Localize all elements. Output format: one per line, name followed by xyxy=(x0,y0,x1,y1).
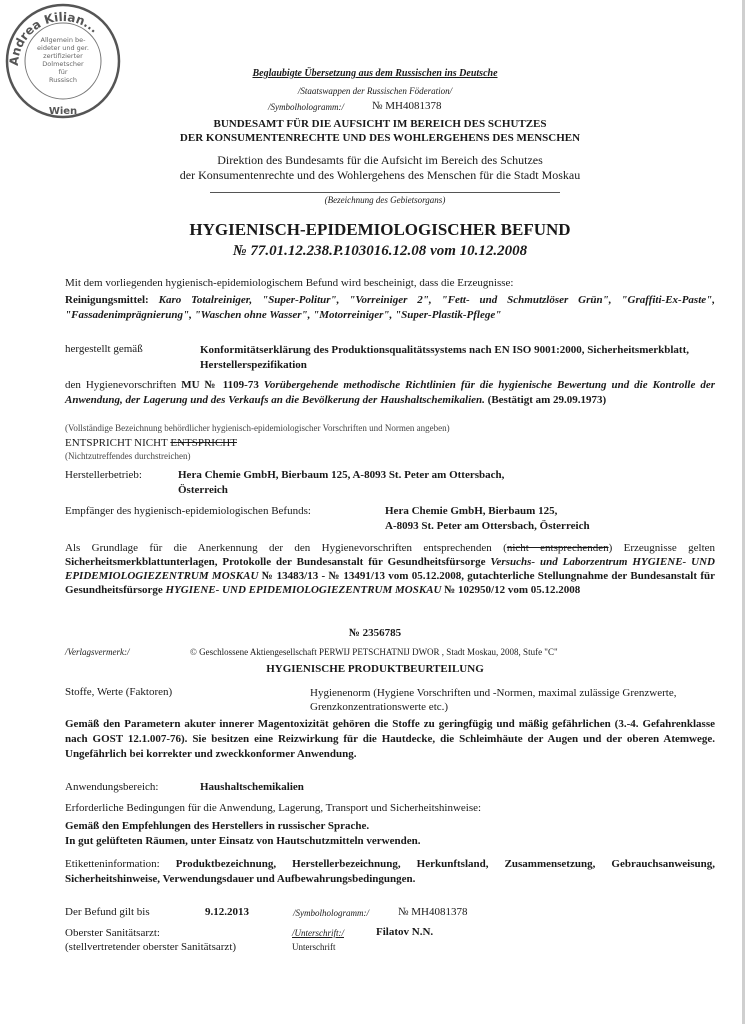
basis-text-c: Erzeugnisse gelten xyxy=(623,542,716,554)
recipient-label: Empfänger des hygienisch-epidemiologischen Befunds: xyxy=(65,505,311,517)
label-info-value: Produktbezeichnung, Herstellerbezeichnung, Herkunftsland, Zusammensetzung, Gebrauchsanweisung, Sicherheitshinweise, Verwendungsdauer und Aufbewahrungsbedingungen. xyxy=(65,858,715,885)
coat-of-arms-note: /Staatswappen der Russischen Föderation/ xyxy=(297,86,453,96)
products-paragraph xyxy=(65,293,715,323)
recipient-line1: Hera Chemie GmbH, Bierbaum 125, xyxy=(385,505,558,517)
section-title: HYGIENISCHE PRODUKTBEURTEILUNG xyxy=(266,663,484,675)
publisher-text: © Geschlossene Aktiengesellschaft PERWIJ PETSCHATNIJ DWOR , Stadt Moskau, 2008, Stufe "C" xyxy=(190,647,558,657)
basis-text-h: № 102950/12 vom 05.12.2008 xyxy=(444,584,581,596)
hygiene-label: den Hygienevorschriften xyxy=(65,379,177,391)
basis-text-f: № 13483/13 - № 13491/13 vom 05.12.2008, gutachterliche Stellungnahme der Bundesanstalt für Gesundheitsfürsorge xyxy=(65,570,715,596)
hygiene-note: (Vollständige Bezeichnung behördlicher hygienisch-epidemiologischer Vorschriften und Normen angeben) xyxy=(65,423,450,433)
toxicity-text: Gemäß den Parametern akuter innerer Magentoxizität gehören die Stoffe zu geringfügig und mäßig gefährlichen (3.-4. Gefahrenklasse nach GOST 12.1.007-76). Sie besitzen eine Reizwirkung für die Hautdecke, die Schleimhäute der Augen und der oberen Atemwege. Ungefährlich bei korrekter und zweckkonformer Anwendung. xyxy=(65,718,715,760)
stamp-ring-bottom: Wien xyxy=(48,106,78,117)
agency-title-line1: BUNDESAMT FÜR DIE AUFSICHT IM BEREICH DES SCHUTZES xyxy=(213,118,547,130)
strike-note: (Nichtzutreffendes durchstreichen) xyxy=(65,451,191,461)
products-label: Reinigungsmittel: xyxy=(65,294,149,306)
produced-text: Konformitätserklärung des Produktionsqualitätssystems nach EN ISO 9001:2000, Sicherheitsmerkblatt, Herstellerspezifikation xyxy=(200,344,690,371)
divider xyxy=(210,192,560,193)
intro-text: Mit dem vorliegenden hygienisch-epidemiologischem Befund wird bescheinigt, dass die Erzeugnisse: xyxy=(65,277,514,289)
conditions-line2: In gut gelüfteten Räumen, unter Einsatz von Hautschutzmitteln verwenden. xyxy=(65,835,421,847)
document-title: HYGIENISCH-EPIDEMIOLOGISCHER BEFUND xyxy=(189,220,571,239)
hygiene-ref: MU № 1109-73 xyxy=(181,379,259,391)
entspricht-text: ENTSPRICHT xyxy=(65,437,132,449)
signature-note: Unterschrift xyxy=(292,942,336,952)
conditions-label: Erforderliche Bedingungen für die Anwendung, Lagerung, Transport und Sicherheitshinweise: xyxy=(65,802,482,814)
directorate-line2: der Konsumentenrechte und des Wohlergehens des Menschen für die Stadt Moskau xyxy=(179,168,581,182)
basis-text-a: Als Grundlage für die Anerkennung der den Hygienevorschriften entsprechenden ( xyxy=(65,542,507,554)
signature-label: /Unterschrift:/ xyxy=(292,928,344,938)
form-number: № 2356785 xyxy=(348,627,402,639)
label-info-label: Etiketteninformation: xyxy=(65,858,160,870)
label-info-paragraph xyxy=(65,857,715,887)
hygiene-paragraph xyxy=(65,378,715,408)
use-label: Anwendungsbereich: xyxy=(65,781,159,793)
basis-text-g: HYGIENE- UND EPIDEMIOLOGIEZENTRUM MOSKAU xyxy=(165,584,442,596)
compliance-line xyxy=(65,437,237,449)
stamp-inner-line: Allgemein be- xyxy=(40,36,86,44)
translator-stamp xyxy=(4,2,122,120)
substances-value: Hygienenorm (Hygiene Vorschriften und -Normen, maximal zulässige Grenzwerte, Grenzkonzentrationswerte etc.) xyxy=(310,687,677,713)
recipient-line2: A-8093 St. Peter am Ottersbach, Österreich xyxy=(385,520,590,532)
products-list: Karo Totalreiniger, "Super-Politur", "Vorreiniger 2", "Fett- und Schmutzlöser Grün", "Graffiti-Ex-Paste", "Fassadenimprägnierung", "Waschen ohne Wasser", "Motorreiniger", "Super-Plastik-Pflege" xyxy=(65,294,715,321)
valid-date: 9.12.2013 xyxy=(205,906,249,918)
basis-text-e: Versuchs- und Laborzentrum HYGIENE- UND EPIDEMIOLOGIEZENTRUM MOSKAU xyxy=(65,556,715,582)
stamp-inner-line: Russisch xyxy=(48,76,78,84)
stamp-inner-line: eideter und ger. xyxy=(37,44,89,52)
basis-text-b: ) xyxy=(608,542,613,554)
officer-label: Oberster Sanitätsarzt: xyxy=(65,927,160,939)
signatory-name: Filatov N.N. xyxy=(376,926,434,938)
document-date: vom 10.12.2008 xyxy=(430,243,528,259)
region-note: (Bezeichnung des Gebietsorgans) xyxy=(324,195,446,205)
valid-label: Der Befund gilt bis xyxy=(65,906,150,918)
directorate-line1: Direktion des Bundesamts für die Aufsicht im Bereich des Schutzes xyxy=(217,153,543,167)
stamp-ring-top: Andrea Kilian... xyxy=(6,9,102,67)
hygiene-confirm: (Bestätigt am 29.09.1973) xyxy=(487,394,607,406)
basis-paragraph xyxy=(65,541,715,597)
use-value: Haushaltschemikalien xyxy=(200,781,304,793)
stamp-inner-line: zertifizierter xyxy=(43,52,83,60)
stamp-inner-line: für xyxy=(58,68,68,76)
publisher-label: /Verlagsvermerk:/ xyxy=(65,647,130,657)
produced-label: hergestellt gemäß xyxy=(65,343,143,355)
manufacturer-line1: Hera Chemie GmbH, Bierbaum 125, A-8093 St. Peter am Ottersbach, xyxy=(178,469,505,481)
manufacturer-label: Herstellerbetrieb: xyxy=(65,469,142,481)
entspricht-struck: ENTSPRICHT xyxy=(170,437,237,449)
substances-label: Stoffe, Werte (Faktoren) xyxy=(65,686,173,698)
stamp-inner-line: Dolmetscher xyxy=(42,60,84,68)
certified-translation-note: Beglaubigte Übersetzung aus dem Russischen ins Deutsche xyxy=(252,68,498,79)
valid-hologram-number: № MH4081378 xyxy=(398,906,468,918)
conditions-line1: Gemäß den Empfehlungen des Herstellers in russischer Sprache. xyxy=(65,820,370,832)
document-number: № 77.01.12.238.P.103016.12.08 xyxy=(232,243,427,259)
hologram-number: № MH4081378 xyxy=(372,100,442,112)
hologram-label: /Symbolhologramm:/ xyxy=(268,102,344,112)
agency-title-line2: DER KONSUMENTENRECHTE UND DES WOHLERGEHENS DES MENSCHEN xyxy=(179,132,581,144)
nicht-text: NICHT xyxy=(134,437,168,449)
hygiene-text: Vorübergehende methodische Richtlinien für die hygienische Bewertung und die Kontrolle der Anwendung, der Lagerung und des Verkaufs an die Bevölkerung der Haushaltschemikalien. xyxy=(65,379,716,406)
valid-hologram-label: /Symbolhologramm:/ xyxy=(293,908,369,918)
officer-deputy-label: (stellvertretender oberster Sanitätsarzt) xyxy=(65,941,237,953)
basis-struck: nicht entsprechenden xyxy=(506,542,609,554)
manufacturer-line2: Österreich xyxy=(178,484,228,496)
basis-text-d: Sicherheitsmerkblattunterlagen, Protokolle der Bundesanstalt für Gesundheitsfürsorge xyxy=(65,556,486,568)
